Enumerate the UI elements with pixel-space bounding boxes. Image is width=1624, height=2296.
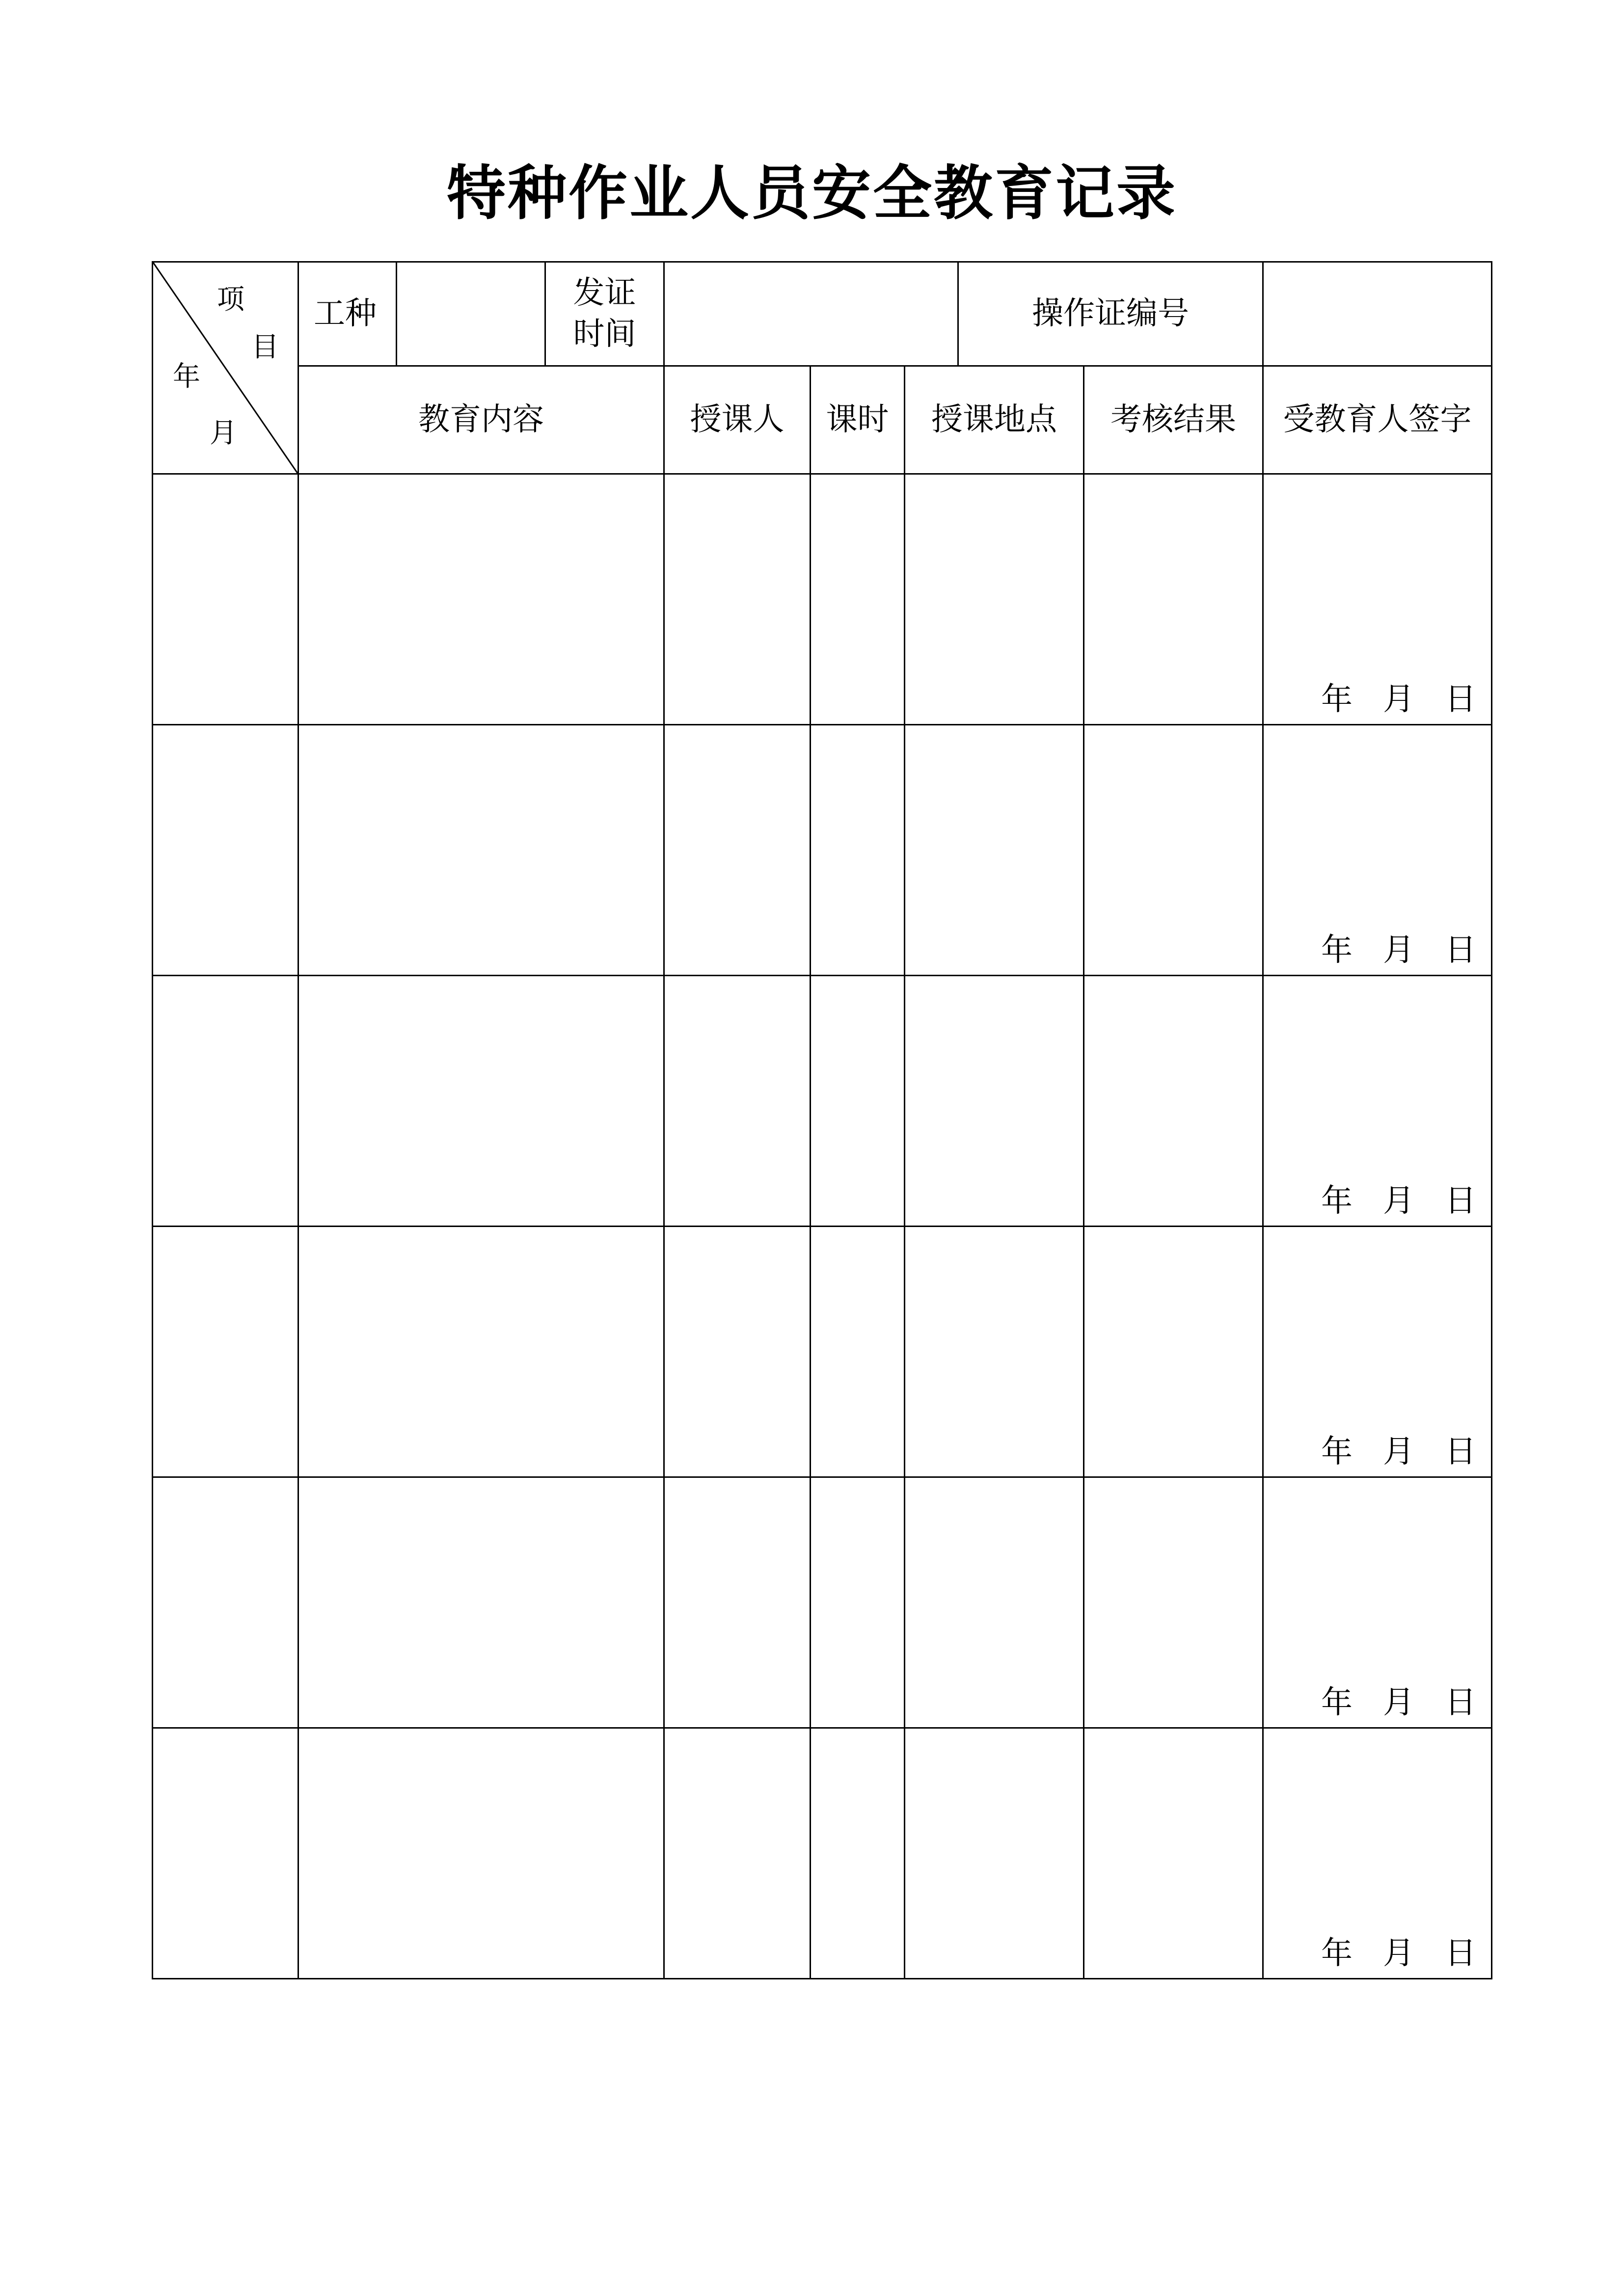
col-header-teacher: 授课人 <box>664 366 811 474</box>
signature-date: 年 月 日 <box>1321 1183 1476 1219</box>
row-teacher-cell[interactable] <box>664 976 811 1227</box>
row-signature-cell[interactable] <box>1263 976 1492 1227</box>
row-content-cell[interactable] <box>298 1477 664 1728</box>
row-date-cell[interactable] <box>153 976 298 1227</box>
row-signature-cell[interactable] <box>1263 474 1492 725</box>
cert-no-label: 操作证编号 <box>958 262 1263 366</box>
row-content-cell[interactable] <box>298 976 664 1227</box>
row-hours-cell[interactable] <box>811 976 905 1227</box>
row-signature-cell[interactable] <box>1263 1728 1492 1979</box>
row-signature-cell[interactable] <box>1263 725 1492 976</box>
signature-date: 年 月 日 <box>1321 1684 1476 1721</box>
table-row <box>153 976 1492 1227</box>
cert-no-field[interactable] <box>1263 262 1492 366</box>
row-hours-cell[interactable] <box>811 474 905 725</box>
row-place-cell[interactable] <box>905 474 1084 725</box>
header-row-1 <box>153 262 1492 366</box>
row-place-cell[interactable] <box>905 1227 1084 1477</box>
row-teacher-cell[interactable] <box>664 474 811 725</box>
table-row <box>153 1477 1492 1728</box>
cert-time-label: 发证时间 <box>545 262 664 366</box>
row-date-cell[interactable] <box>153 474 298 725</box>
row-content-cell[interactable] <box>298 1227 664 1477</box>
row-teacher-cell[interactable] <box>664 1227 811 1477</box>
table-row <box>153 725 1492 976</box>
row-teacher-cell[interactable] <box>664 1477 811 1728</box>
col-header-hours: 课时 <box>811 366 905 474</box>
page-title: 特种作业人员安全教育记录 <box>447 160 1177 228</box>
row-content-cell[interactable] <box>298 474 664 725</box>
row-place-cell[interactable] <box>905 1728 1084 1979</box>
diagonal-label-item-2: 目 <box>251 331 279 363</box>
row-hours-cell[interactable] <box>811 1477 905 1728</box>
row-signature-cell[interactable] <box>1263 1227 1492 1477</box>
row-result-cell[interactable] <box>1084 1477 1263 1728</box>
signature-date: 年 月 日 <box>1321 932 1476 968</box>
row-signature-cell[interactable] <box>1263 1477 1492 1728</box>
table-row <box>153 1227 1492 1477</box>
signature-date: 年 月 日 <box>1321 1935 1476 1972</box>
diagonal-label-item-1: 项 <box>217 284 244 316</box>
row-result-cell[interactable] <box>1084 1227 1263 1477</box>
signature-date: 年 月 日 <box>1321 1434 1476 1470</box>
cert-time-field[interactable] <box>664 262 958 366</box>
header-row-2 <box>153 366 1492 474</box>
diagonal-label-year: 年 <box>173 361 200 393</box>
row-date-cell[interactable] <box>153 1728 298 1979</box>
row-result-cell[interactable] <box>1084 976 1263 1227</box>
col-header-place: 授课地点 <box>905 366 1084 474</box>
job-type-field[interactable] <box>397 262 545 366</box>
row-hours-cell[interactable] <box>811 1227 905 1477</box>
row-date-cell[interactable] <box>153 1477 298 1728</box>
row-result-cell[interactable] <box>1084 1728 1263 1979</box>
row-content-cell[interactable] <box>298 1728 664 1979</box>
table-row <box>153 474 1492 725</box>
diagonal-header-cell <box>153 262 298 474</box>
signature-date: 年 月 日 <box>1321 681 1476 718</box>
row-content-cell[interactable] <box>298 725 664 976</box>
job-type-label: 工种 <box>298 262 397 366</box>
col-header-signature: 受教育人签字 <box>1263 366 1492 474</box>
table-row <box>153 1728 1492 1979</box>
row-hours-cell[interactable] <box>811 1728 905 1979</box>
row-place-cell[interactable] <box>905 976 1084 1227</box>
row-date-cell[interactable] <box>153 725 298 976</box>
education-record-table <box>152 261 1492 1979</box>
row-result-cell[interactable] <box>1084 725 1263 976</box>
row-hours-cell[interactable] <box>811 725 905 976</box>
row-result-cell[interactable] <box>1084 474 1263 725</box>
diagonal-label-month: 月 <box>210 417 237 449</box>
row-date-cell[interactable] <box>153 1227 298 1477</box>
col-header-result: 考核结果 <box>1084 366 1263 474</box>
row-place-cell[interactable] <box>905 1477 1084 1728</box>
col-header-content: 教育内容 <box>298 366 664 474</box>
row-teacher-cell[interactable] <box>664 1728 811 1979</box>
row-teacher-cell[interactable] <box>664 725 811 976</box>
row-place-cell[interactable] <box>905 725 1084 976</box>
